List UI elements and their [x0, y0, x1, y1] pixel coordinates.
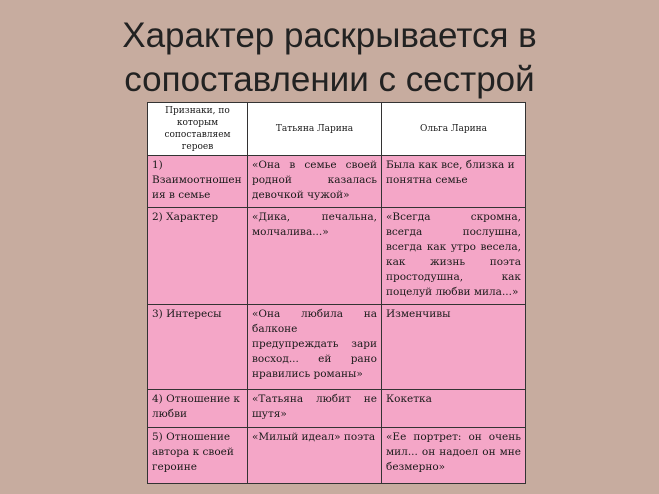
cell-feature: 2) Характер	[148, 208, 248, 305]
table-row	[148, 156, 526, 208]
header-olga: Ольга Ларина	[382, 103, 526, 156]
title-line-2: сопоставлении с сестрой	[124, 60, 535, 99]
table-row	[148, 428, 526, 484]
slide-title	[0, 14, 659, 102]
comparison-table	[147, 102, 526, 484]
cell-olga: «Ее портрет: он очень мил... он надоел он мне безмерно»	[382, 428, 526, 484]
cell-tatiana: «Татьяна любит не шутя»	[248, 390, 382, 428]
table-row	[148, 305, 526, 390]
cell-olga: «Всегда скромна, всегда послушна, всегда как утро весела, как жизнь поэта простодушна, как поцелуй любви мила...»	[382, 208, 526, 305]
cell-olga: Была как все, близка и понятна семье	[382, 156, 526, 208]
title-line-1: Характер раскрывается в	[122, 16, 537, 55]
cell-tatiana: «Милый идеал» поэта	[248, 428, 382, 484]
cell-tatiana: «Она любила на балконе предупреждать зари восход... ей рано нравились романы»	[248, 305, 382, 390]
table-row	[148, 390, 526, 428]
cell-feature: 4) Отношение к любви	[148, 390, 248, 428]
header-features: Признаки, по которым сопоставляем героев	[148, 103, 248, 156]
header-tatiana: Татьяна Ларина	[248, 103, 382, 156]
cell-tatiana: «Она в семье своей родной казалась девочкой чужой»	[248, 156, 382, 208]
cell-feature: 1) Взаимоотношения в семье	[148, 156, 248, 208]
comparison-table-container	[147, 102, 525, 482]
cell-feature: 3) Интересы	[148, 305, 248, 390]
cell-feature: 5) Отношение автора к своей героине	[148, 428, 248, 484]
table-header-row	[148, 103, 526, 156]
cell-tatiana: «Дика, печальна, молчалива...»	[248, 208, 382, 305]
cell-olga: Кокетка	[382, 390, 526, 428]
table-row	[148, 208, 526, 305]
cell-olga: Изменчивы	[382, 305, 526, 390]
